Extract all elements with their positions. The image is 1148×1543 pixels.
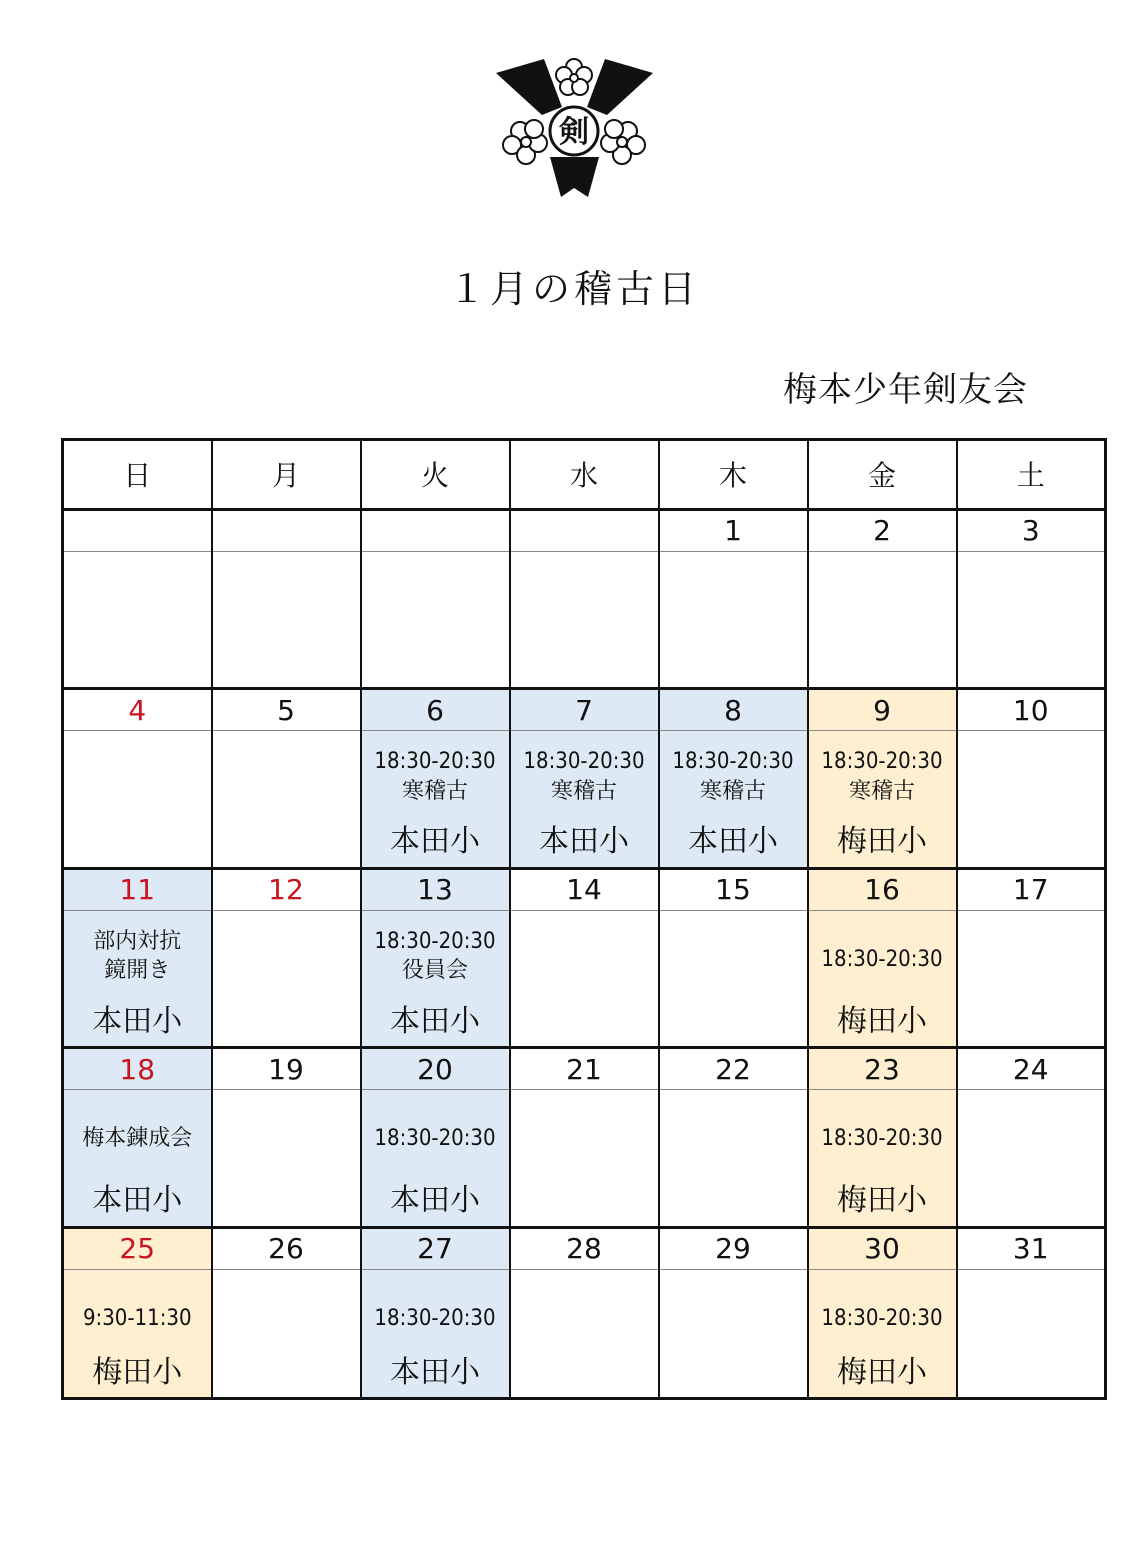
event-title: 役員会 <box>401 958 468 984</box>
event-place: 梅田小 <box>837 1183 927 1219</box>
event-time: 18:30-20:30 <box>821 1305 943 1331</box>
weekday-wed: 水 <box>510 440 659 510</box>
event-cell <box>808 910 957 1048</box>
week-5-events <box>63 1269 1106 1398</box>
week-2-dates <box>63 689 1106 731</box>
week-3-dates <box>63 868 1106 910</box>
event-time: 18:30-20:30 <box>821 1126 943 1152</box>
date-cell-holiday: 4 <box>63 689 212 731</box>
week-4-events <box>63 1090 1106 1228</box>
event-cell <box>212 1269 361 1398</box>
weekday-tue: 火 <box>361 440 510 510</box>
date-cell: 10 <box>957 689 1106 731</box>
event-cell <box>212 1090 361 1228</box>
date-cell: 5 <box>212 689 361 731</box>
event-place: 梅田小 <box>837 824 927 860</box>
date-cell: 2 <box>808 509 957 551</box>
date-cell: 17 <box>957 868 1106 910</box>
event-cell <box>361 910 510 1048</box>
event-cell <box>63 1090 212 1228</box>
event-cell <box>510 910 659 1048</box>
date-cell: 26 <box>212 1227 361 1269</box>
event-cell <box>659 910 808 1048</box>
event-cell <box>957 731 1106 869</box>
event-cell <box>63 551 212 689</box>
event-cell <box>659 1269 808 1398</box>
event-cell <box>957 910 1106 1048</box>
week-2-events <box>63 731 1106 869</box>
event-cell <box>957 1269 1106 1398</box>
event-cell <box>361 731 510 869</box>
date-cell: 31 <box>957 1227 1106 1269</box>
event-cell <box>510 731 659 869</box>
event-place: 本田小 <box>92 1183 183 1219</box>
date-cell: 8 <box>659 689 808 731</box>
event-cell <box>361 1090 510 1228</box>
event-time: 9:30-11:30 <box>82 1305 192 1331</box>
date-cell: 29 <box>659 1227 808 1269</box>
week-1-dates <box>63 509 1106 551</box>
date-cell-holiday: 12 <box>212 868 361 910</box>
event-cell <box>212 731 361 869</box>
date-cell-holiday: 11 <box>63 868 212 910</box>
event-time: 18:30-20:30 <box>374 1126 496 1152</box>
date-cell: 3 <box>957 509 1106 551</box>
kendo-club-emblem-icon <box>482 45 667 205</box>
event-cell <box>212 551 361 689</box>
event-time: 18:30-20:30 <box>374 749 496 775</box>
week-4-dates <box>63 1048 1106 1090</box>
event-cell <box>510 1269 659 1398</box>
event-cell <box>63 731 212 869</box>
event-place: 本田小 <box>390 824 480 860</box>
weekday-mon: 月 <box>212 440 361 510</box>
event-time: 18:30-20:30 <box>821 946 943 972</box>
date-cell: 7 <box>510 689 659 731</box>
event-time: 18:30-20:30 <box>523 749 645 775</box>
date-cell-holiday: 18 <box>63 1048 212 1090</box>
weekday-thu: 木 <box>659 440 808 510</box>
event-place: 本田小 <box>92 1003 183 1039</box>
event-subtitle: 鏡開き <box>104 958 171 984</box>
event-place: 梅田小 <box>837 1354 927 1390</box>
date-cell: 30 <box>808 1227 957 1269</box>
event-time: 18:30-20:30 <box>821 749 943 775</box>
event-cell <box>361 551 510 689</box>
date-cell: 20 <box>361 1048 510 1090</box>
date-cell: 22 <box>659 1048 808 1090</box>
event-place: 本田小 <box>390 1354 480 1390</box>
event-title: 梅本錬成会 <box>82 1126 193 1152</box>
event-cell <box>63 1269 212 1398</box>
event-cell <box>808 551 957 689</box>
date-cell: 6 <box>361 689 510 731</box>
date-cell <box>361 509 510 551</box>
event-cell <box>510 1090 659 1228</box>
date-cell: 27 <box>361 1227 510 1269</box>
page-title: １月の稽古日 <box>447 267 700 311</box>
event-title: 寒稽古 <box>401 778 468 804</box>
event-cell <box>808 731 957 869</box>
event-cell <box>63 910 212 1048</box>
event-cell <box>361 1269 510 1398</box>
date-cell: 9 <box>808 689 957 731</box>
event-title: 寒稽古 <box>550 778 617 804</box>
event-title: 部内対抗 <box>93 928 182 954</box>
event-cell <box>808 1090 957 1228</box>
event-cell <box>808 1269 957 1398</box>
organization-name: 梅本少年剣友会 <box>783 370 1028 410</box>
date-cell: 23 <box>808 1048 957 1090</box>
event-cell <box>957 551 1106 689</box>
event-cell <box>510 551 659 689</box>
date-cell: 1 <box>659 509 808 551</box>
date-cell: 19 <box>212 1048 361 1090</box>
week-5-dates <box>63 1227 1106 1269</box>
event-place: 本田小 <box>539 824 629 860</box>
event-cell <box>212 910 361 1048</box>
date-cell-holiday: 25 <box>63 1227 212 1269</box>
club-logo <box>482 45 667 205</box>
weekday-sat: 土 <box>957 440 1106 510</box>
date-cell: 13 <box>361 868 510 910</box>
event-title: 寒稽古 <box>699 778 766 804</box>
event-place: 本田小 <box>390 1003 480 1039</box>
week-3-events <box>63 910 1106 1048</box>
date-cell: 15 <box>659 868 808 910</box>
event-cell <box>957 1090 1106 1228</box>
event-place: 梅田小 <box>837 1003 927 1039</box>
event-place: 本田小 <box>688 824 778 860</box>
event-place: 本田小 <box>390 1183 480 1219</box>
logo-character: 剣 <box>559 115 589 150</box>
date-cell <box>63 509 212 551</box>
date-cell <box>212 509 361 551</box>
weekday-sun: 日 <box>63 440 212 510</box>
event-place: 梅田小 <box>92 1354 183 1390</box>
event-time: 18:30-20:30 <box>672 749 794 775</box>
date-cell <box>510 509 659 551</box>
event-cell <box>659 731 808 869</box>
weekday-header-row <box>63 440 1106 510</box>
event-time: 18:30-20:30 <box>374 1305 496 1331</box>
event-time: 18:30-20:30 <box>374 928 496 954</box>
date-cell: 14 <box>510 868 659 910</box>
date-cell: 21 <box>510 1048 659 1090</box>
calendar-table <box>61 438 1107 1400</box>
date-cell: 24 <box>957 1048 1106 1090</box>
event-cell <box>659 551 808 689</box>
date-cell: 16 <box>808 868 957 910</box>
weekday-fri: 金 <box>808 440 957 510</box>
date-cell: 28 <box>510 1227 659 1269</box>
event-title: 寒稽古 <box>848 778 915 804</box>
event-cell <box>659 1090 808 1228</box>
week-1-events <box>63 551 1106 689</box>
